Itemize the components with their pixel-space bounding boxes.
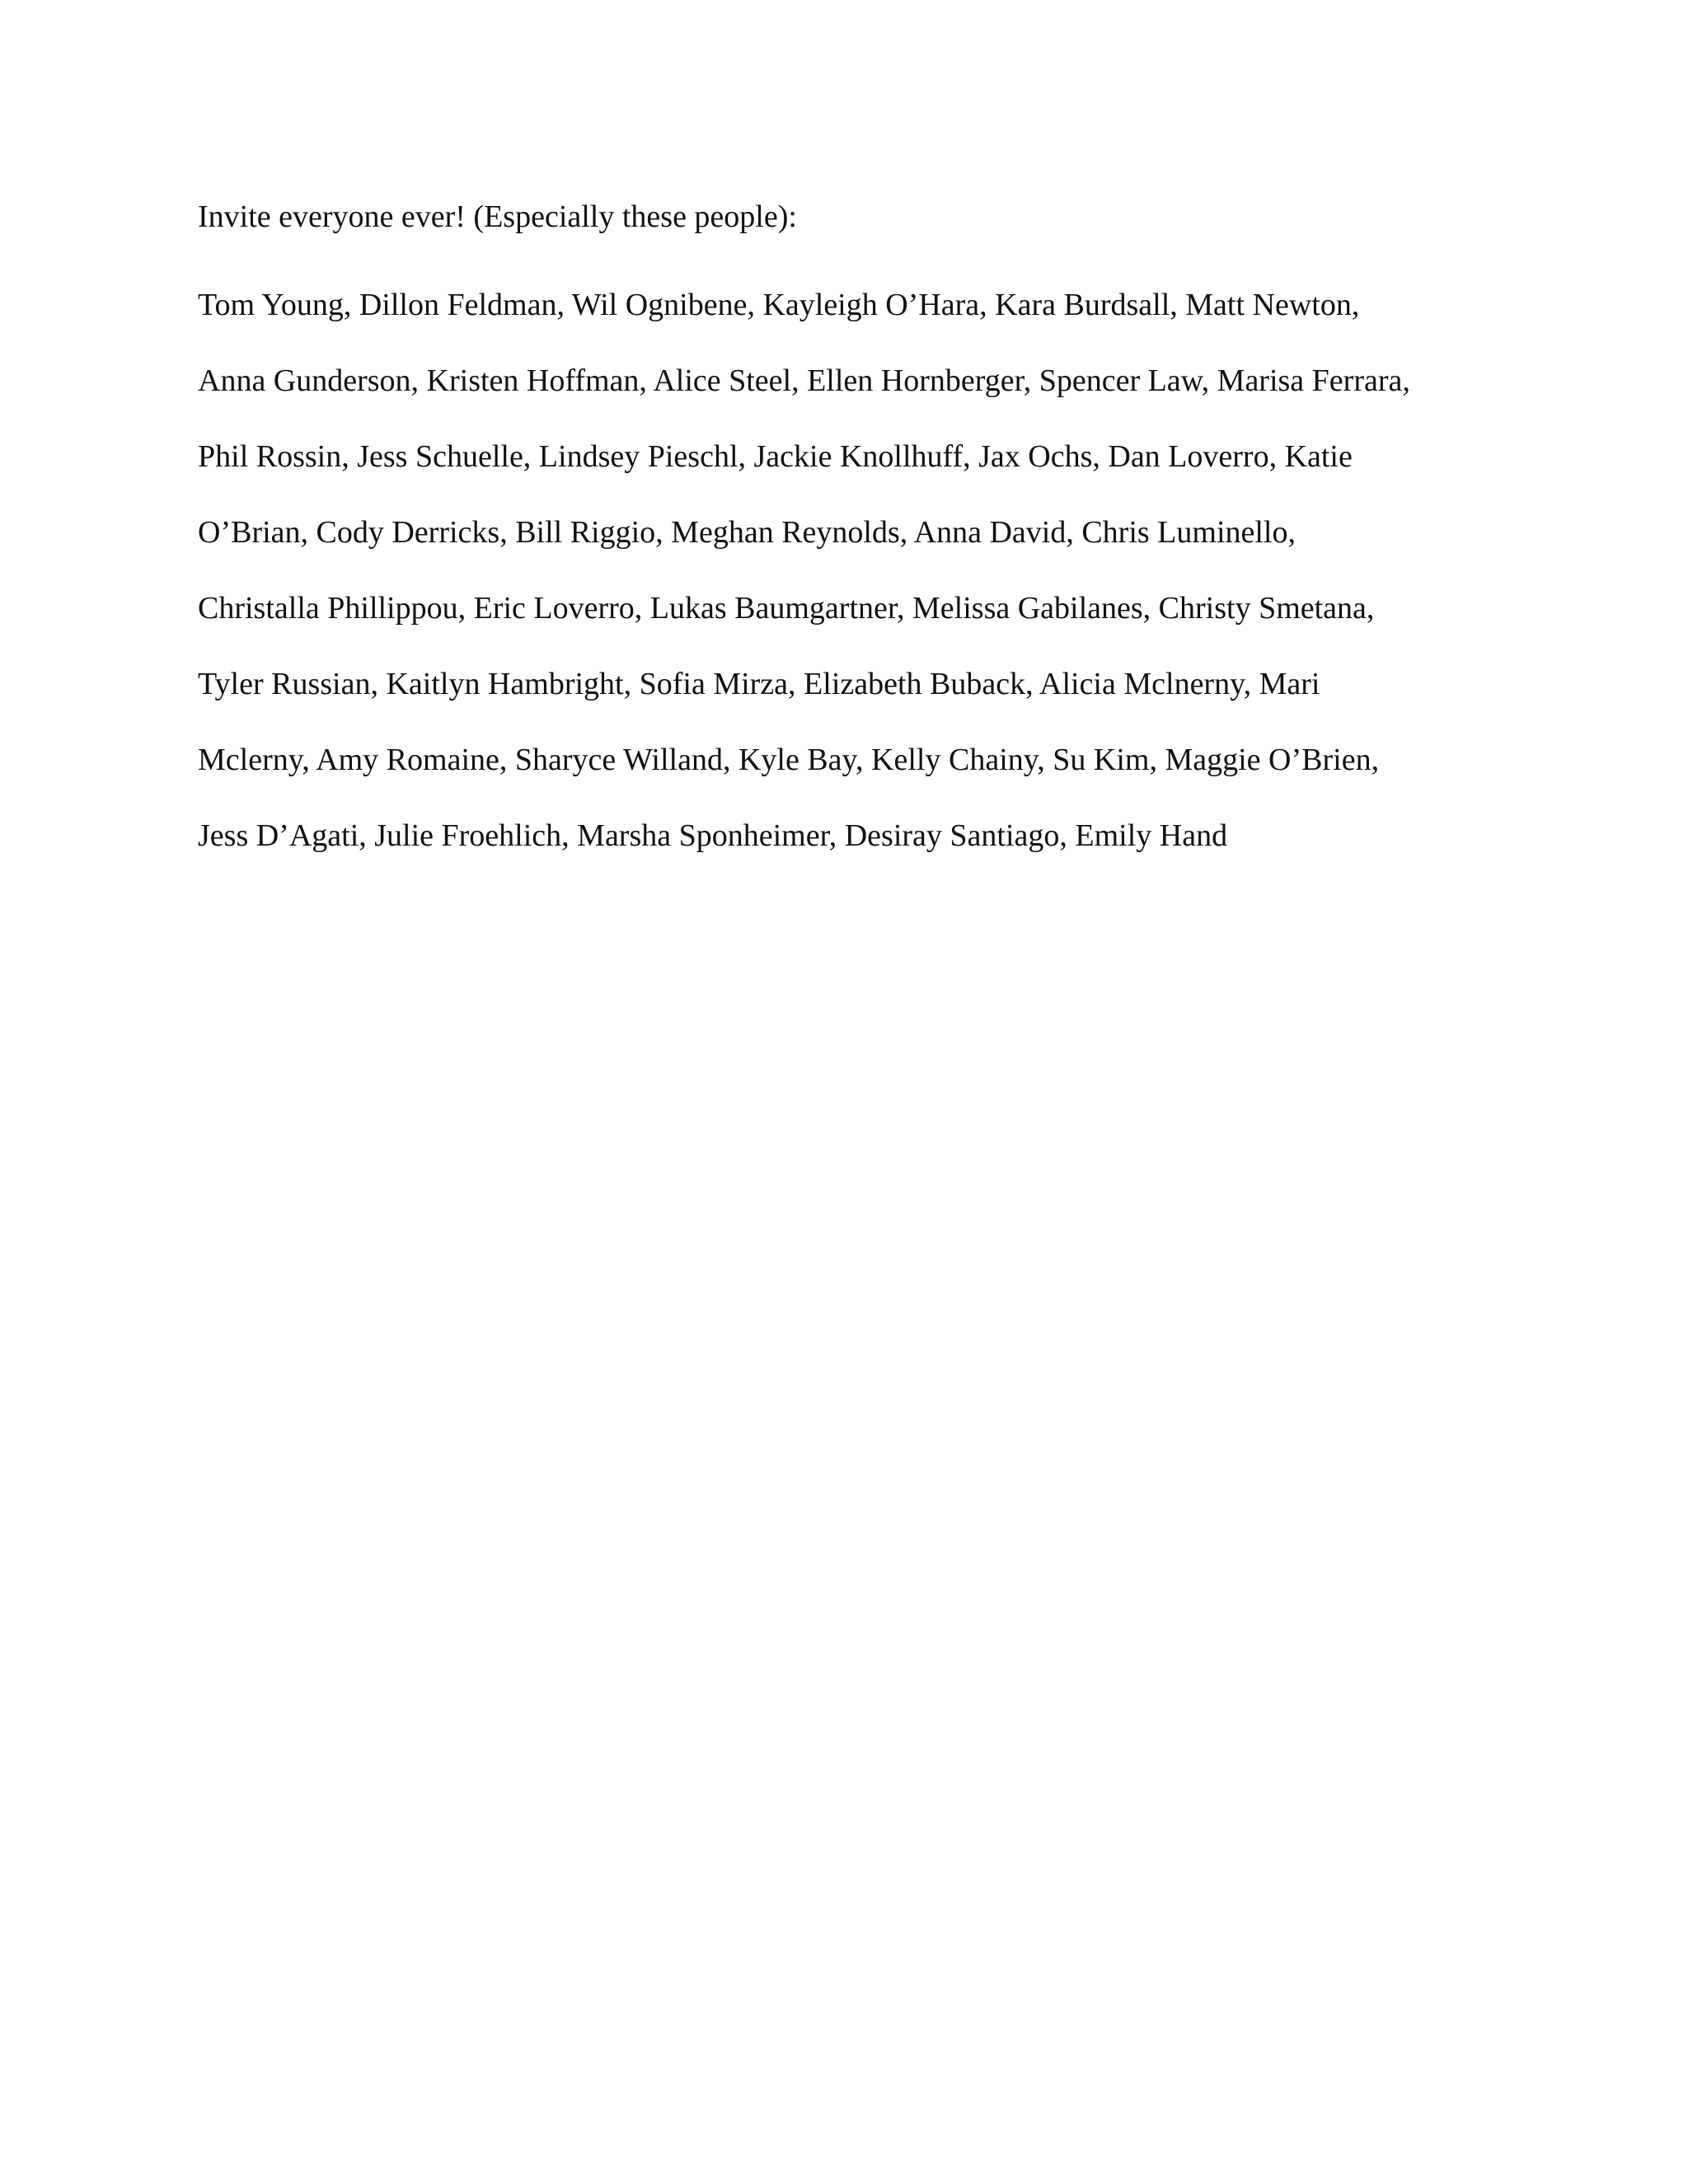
invitee-line: Tyler Russian, Kaitlyn Hambright, Sofia Mirza, Elizabeth Buback, Alicia Mclnerny, Mari <box>198 667 1320 701</box>
invitee-line: Mclerny, Amy Romaine, Sharyce Willand, Kyle Bay, Kelly Chainy, Su Kim, Maggie O’Brien, <box>198 743 1380 777</box>
invitee-line: Tom Young, Dillon Feldman, Wil Ognibene, Kayleigh O’Hara, Kara Burdsall, Matt Newton, <box>198 288 1360 322</box>
invite-heading: Invite everyone ever! (Especially these people): <box>198 199 797 234</box>
invitee-line: Anna Gunderson, Kristen Hoffman, Alice Steel, Ellen Hornberger, Spencer Law, Marisa Ferrara, <box>198 363 1410 398</box>
invitee-line: Jess D’Agati, Julie Froehlich, Marsha Sponheimer, Desiray Santiago, Emily Hand <box>198 818 1228 853</box>
invitee-line: Phil Rossin, Jess Schuelle, Lindsey Pieschl, Jackie Knollhuff, Jax Ochs, Dan Loverro, Katie <box>198 439 1353 474</box>
invitee-line: O’Brian, Cody Derricks, Bill Riggio, Meghan Reynolds, Anna David, Chris Luminello, <box>198 515 1296 550</box>
invitee-line: Christalla Phillippou, Eric Loverro, Lukas Baumgartner, Melissa Gabilanes, Christy Smetana, <box>198 591 1375 626</box>
invitee-list <box>198 267 1533 874</box>
